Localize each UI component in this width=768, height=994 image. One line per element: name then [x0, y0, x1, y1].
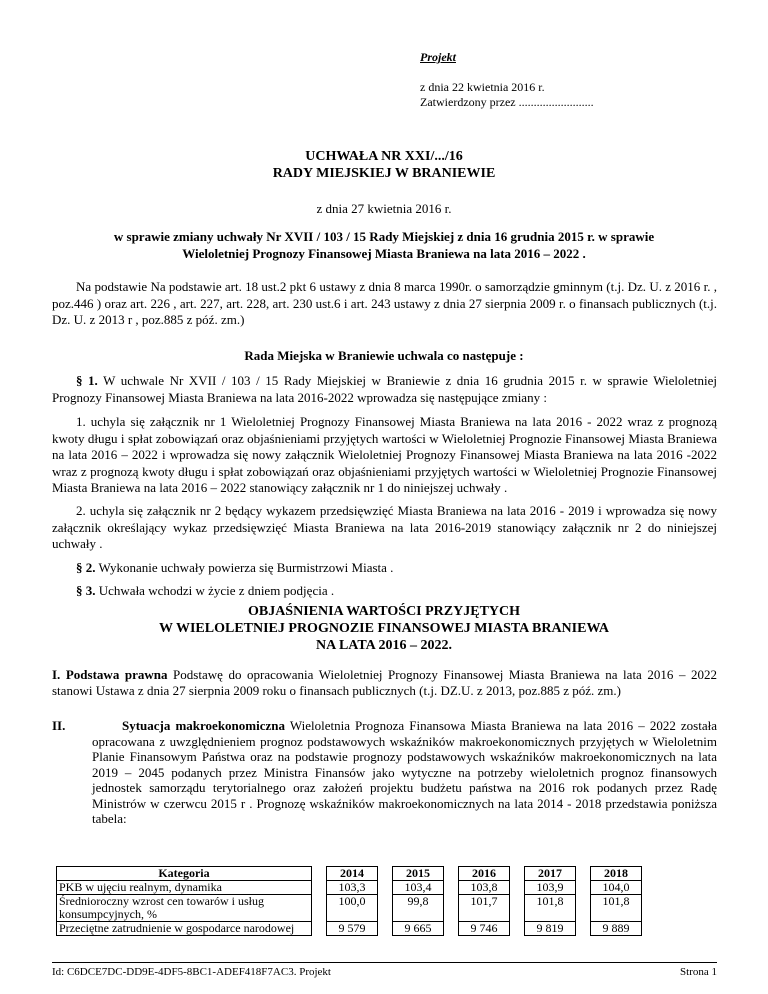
explanations-title: [0, 603, 768, 654]
explanations-title-line-3: NA LATA 2016 – 2022.: [316, 638, 452, 653]
resolution-title: [0, 148, 768, 182]
explanations-title-line-1: OBJAŚNIENIA WARTOŚCI PRZYJĘTYCH: [247, 604, 521, 619]
paragraph-1-point-1: 1. uchyla się załącznik nr 1 Wieloletniej Prognozy Finansowej Miasta Braniewa na lata 2016 - 2022 wraz z prognozą kwoty długu i spłat zobowiązań oraz objaśnieniami przyjętych wartości w Wieloletniej Prognozie Finansowej Miasta Braniewa na lata 2016 – 2022 i wprowadza się nowy załącznik Wieloletniej Prognozy Finansowej Miasta Braniewa na lata 2016 -2022 wraz z prognozą kwoty długu i spłat zobowiązań oraz objaśnieniami przyjętych wartości w Wieloletniej Prognozie Finansowej Miasta Braniewa na lata 2016 – 2022 stanowiący załącznik nr 1 do niniejszej uchwały .: [52, 414, 717, 495]
paragraph-3-text: Uchwała wchodzi w życie z dniem podjęcia .: [95, 583, 335, 598]
document-header: [420, 50, 594, 110]
paragraph-3: [52, 583, 717, 600]
section-2-text: Wieloletnia Prognoza Finansowa Miasta Braniewa na lata 2016 – 2022 została opracowana z uwzględnieniem prognoz podstawowych wskaźników makroekonomicznych przyjętych w Wieloletnim Planie Finansowym Państwa oraz na podstawie prognozy podstawowych wskaźników makroekonomicznych na lata 2019 – 2045 podanych przez Ministra Finansów jako wytyczne na potrzeby wieloletnich prognoz finansowych jednostek samorządu terytorialnego oraz założeń projektu budżetu państwa na 2016 rok podanych przez Radę Ministrów w czerwcu 2015 r . Prognozę wskaźników makroekonomicznych na lata 2014 - 2018 przedstawia poniższa tabela:: [92, 718, 717, 826]
table-cell-label: Przeciętne zatrudnienie w gospodarce narodowej: [57, 922, 312, 936]
table-cell: 9 889: [591, 922, 642, 936]
header-approved: Zatwierdzony przez .........................: [420, 95, 594, 109]
section-1-label: I. Podstawa prawna: [52, 667, 168, 682]
table-header-row: [57, 867, 642, 881]
section-2-number: II.: [52, 718, 66, 733]
table-cell: 99,8: [393, 895, 444, 922]
resolution-number: UCHWAŁA NR XXI/.../16: [305, 149, 463, 164]
table-row: [57, 895, 642, 922]
resolution-subject: [0, 228, 768, 262]
table-header-2017: 2017: [525, 867, 576, 881]
table-cell-label: Średnioroczny wzrost cen towarów i usług konsumpcyjnych, %: [57, 895, 312, 922]
table-cell: 103,8: [459, 881, 510, 895]
table-cell: 100,0: [327, 895, 378, 922]
subject-line-2: Wieloletniej Prognozy Finansowej Miasta Braniewa na lata 2016 – 2022 .: [182, 246, 586, 261]
table-cell: 9 746: [459, 922, 510, 936]
table-cell: 101,7: [459, 895, 510, 922]
section-2: [92, 718, 717, 827]
table-cell: 104,0: [591, 881, 642, 895]
table-header-2018: 2018: [591, 867, 642, 881]
table-cell: 101,8: [525, 895, 576, 922]
section-2-label: Sytuacja makroekonomiczna: [122, 718, 286, 733]
macro-indicators-table: [56, 866, 642, 936]
section-1: [52, 667, 717, 699]
paragraph-3-label: § 3.: [76, 583, 96, 598]
table-row: [57, 881, 642, 895]
table-header-2014: 2014: [327, 867, 378, 881]
paragraph-2-label: § 2.: [76, 560, 96, 575]
paragraph-1: [52, 373, 717, 406]
paragraph-1-text: W uchwale Nr XVII / 103 / 15 Rady Miejskiej w Braniewie z dnia 16 grudnia 2015 r. w sprawie Wieloletniej Prognozy Finansowej Miasta Braniewa na lata 2016-2022 wprowadza się następujące zmiany :: [52, 373, 717, 405]
paragraph-2: [52, 560, 717, 577]
legal-basis: Na podstawie Na podstawie art. 18 ust.2 pkt 6 ustawy z dnia 8 marca 1990r. o samorządzie gminnym (t.j. Dz. U. z 2016 r. , poz.446 ) oraz art. 226 , art. 227, art. 228, art. 230 ust.6 i art. 243 ustawy z dnia 27 sierpnia 2009 r. o finansach publicznych (t.j. Dz. U. z 2013 r , poz.885 z póź. zm.): [52, 279, 717, 327]
section-1-text: Podstawę do opracowania Wieloletniej Prognozy Finansowej Miasta Braniewa na lata 2016 – 2022 stanowi Ustawa z dnia 27 sierpnia 2009 roku o finansach publicznych (t.j. DZ.U. z 2013, poz.885 z póź. zm.): [52, 667, 718, 698]
resolves-line: Rada Miejska w Braniewie uchwala co następuje :: [244, 348, 524, 363]
table-cell: 103,9: [525, 881, 576, 895]
footer-divider: [52, 962, 717, 963]
paragraph-1-point-2: 2. uchyla się załącznik nr 2 będący wykazem przedsięwzięć Miasta Braniewa na lata 2016 - 2019 i wprowadza się nowy załącznik określający wykaz przedsięwzięć Miasta Braniewa na lata 2016-2019 stanowiący załącznik nr 2 do niniejszej uchwały .: [52, 503, 717, 551]
resolution-date: z dnia 27 kwietnia 2016 r.: [316, 201, 452, 216]
table-cell: 9 819: [525, 922, 576, 936]
council-name: RADY MIEJSKIEJ W BRANIEWIE: [272, 166, 496, 181]
footer-page-number: Strona 1: [680, 966, 717, 978]
table-cell: 9 579: [327, 922, 378, 936]
table-row: [57, 922, 642, 936]
project-label: Projekt: [420, 50, 456, 64]
explanations-title-line-2: W WIELOLETNIEJ PROGNOZIE FINANSOWEJ MIASTA BRANIEWA: [158, 621, 610, 636]
table-header-2015: 2015: [393, 867, 444, 881]
table-cell-label: PKB w ujęciu realnym, dynamika: [57, 881, 312, 895]
footer-document-id: Id: C6DCE7DC-DD9E-4DF5-8BC1-ADEF418F7AC3. Projekt: [52, 966, 331, 978]
table-cell: 103,3: [327, 881, 378, 895]
subject-line-1: w sprawie zmiany uchwały Nr XVII / 103 / 15 Rady Miejskiej z dnia 16 grudnia 2015 r. w sprawie: [113, 229, 655, 244]
table-cell: 101,8: [591, 895, 642, 922]
table-cell: 9 665: [393, 922, 444, 936]
header-date: z dnia 22 kwietnia 2016 r.: [420, 80, 545, 94]
table-header-category: Kategoria: [57, 867, 312, 881]
table-cell: 103,4: [393, 881, 444, 895]
paragraph-2-text: Wykonanie uchwały powierza się Burmistrzowi Miasta .: [95, 560, 394, 575]
table-header-2016: 2016: [459, 867, 510, 881]
paragraph-1-label: § 1.: [76, 373, 98, 388]
